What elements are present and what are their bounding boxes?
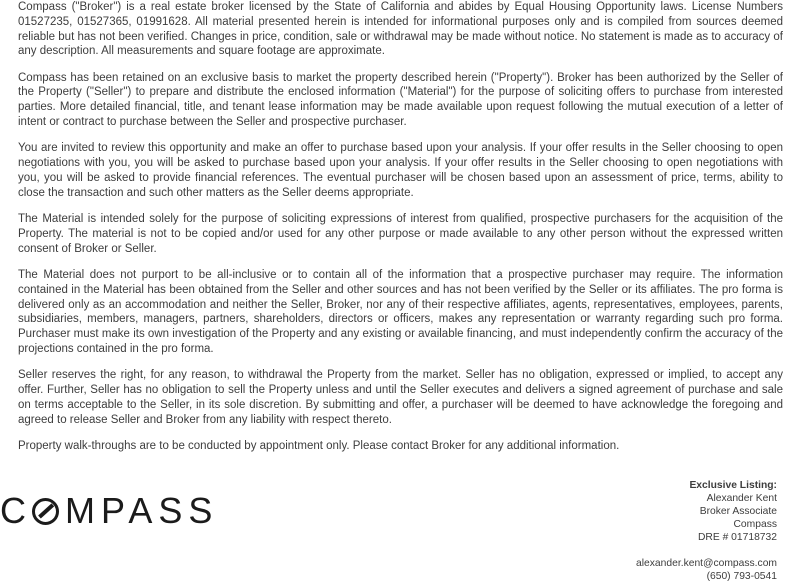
contact-heading: Exclusive Listing: xyxy=(689,480,777,491)
paragraph-seller-rights: Seller reserves the right, for any reason, to withdrawal the Property from the market. Seller has no obligation, expressed or implied, to accept any offer. Further, Seller has no obligation to sell the Property unless and until the Seller executes and delivers a signed agreement of purchase and sale on terms acceptable to the Seller, in its sole discretion. By submitting and offer, a purchaser will be deemed to have acknowledge the foregoing and agreed to release Seller and Broker from any liability with respect thereto. xyxy=(18,369,783,426)
paragraph-material-purpose: The Material is intended solely for the purpose of soliciting expressions of interest from qualified, prospective purchasers for the acquisition of the Property. The material is not to be copied and/or used for any other purpose or made available to any other person without the expressed written consent of Broker or Seller. xyxy=(18,213,783,255)
paragraph-no-warranty: The Material does not purport to be all-inclusive or to contain all of the information that a prospective purchaser may require. The information contained in the Material has been obtained from the Seller and other sources and has not been verified by the Seller or its affiliates. The pro forma is delivered only as an accommodation and neither the Seller, Broker, nor any of their respective affiliates, agents, representatives, employees, parents, subsidiaries, members, managers, partners, shareholders, directors or officers, makes any representation or warranty regarding such pro forma. Purchaser must make its own investigation of the Property and any existing or available financing, and must independently confirm the accuracy of the projections contained in the pro forma. xyxy=(18,268,783,355)
agent-company: Compass xyxy=(733,519,777,530)
contact-block xyxy=(636,479,777,583)
compass-logo-text-prefix: C xyxy=(0,490,32,531)
compass-needle-o-icon xyxy=(32,498,59,525)
agent-name: Alexander Kent xyxy=(706,493,777,504)
agent-phone: (650) 793-0541 xyxy=(706,571,777,582)
agent-email: alexander.kent@compass.com xyxy=(636,558,777,569)
agent-dre-number: DRE # 01718732 xyxy=(697,532,777,543)
paragraph-walkthroughs: Property walk-throughs are to be conducted by appointment only. Please contact Broker for any additional information. xyxy=(18,439,620,452)
compass-logo-text-suffix: MPASS xyxy=(65,490,219,531)
paragraph-license: Compass ("Broker") is a real estate broker licensed by the State of California and abides by Equal Housing Opportunity laws. License Numbers 01527235, 01527365, 01991628. All material presented herein is intended for informational purposes only and is compiled from sources deemed reliable but has not been verified. Changes in price, condition, sale or withdrawal may be made without notice. No statement is made as to accuracy of any description. All measurements and square footage are approximate. xyxy=(18,1,783,58)
agent-title: Broker Associate xyxy=(699,506,777,517)
contact-spacer xyxy=(636,544,777,557)
paragraph-invitation: You are invited to review this opportunity and make an offer to purchase based upon your analysis. If your offer results in the Seller choosing to open negotiations with you, you will be asked to purchase based upon your analysis. If your offer results in the Seller choosing to open negotiations with you, you will be asked to provide financial references. The eventual purchaser will be chosen based upon an assessment of price, terms, ability to close the transaction and such other matters as the Seller deems appropriate. xyxy=(18,142,783,199)
compass-logo xyxy=(0,490,219,531)
disclaimer-text-block xyxy=(18,0,783,454)
paragraph-exclusive-basis: Compass has been retained on an exclusive basis to market the property described herein ("Property"). Broker has been authorized by the Seller of the Property ("Seller") to prepare and distribute the enclosed information ("Material") for the purpose of soliciting offers to purchase from interested parties. More detailed financial, title, and tenant lease information may be made available upon request following the mutual execution of a letter of intent or contract to purchase between the Seller and prospective purchaser. xyxy=(18,71,783,129)
